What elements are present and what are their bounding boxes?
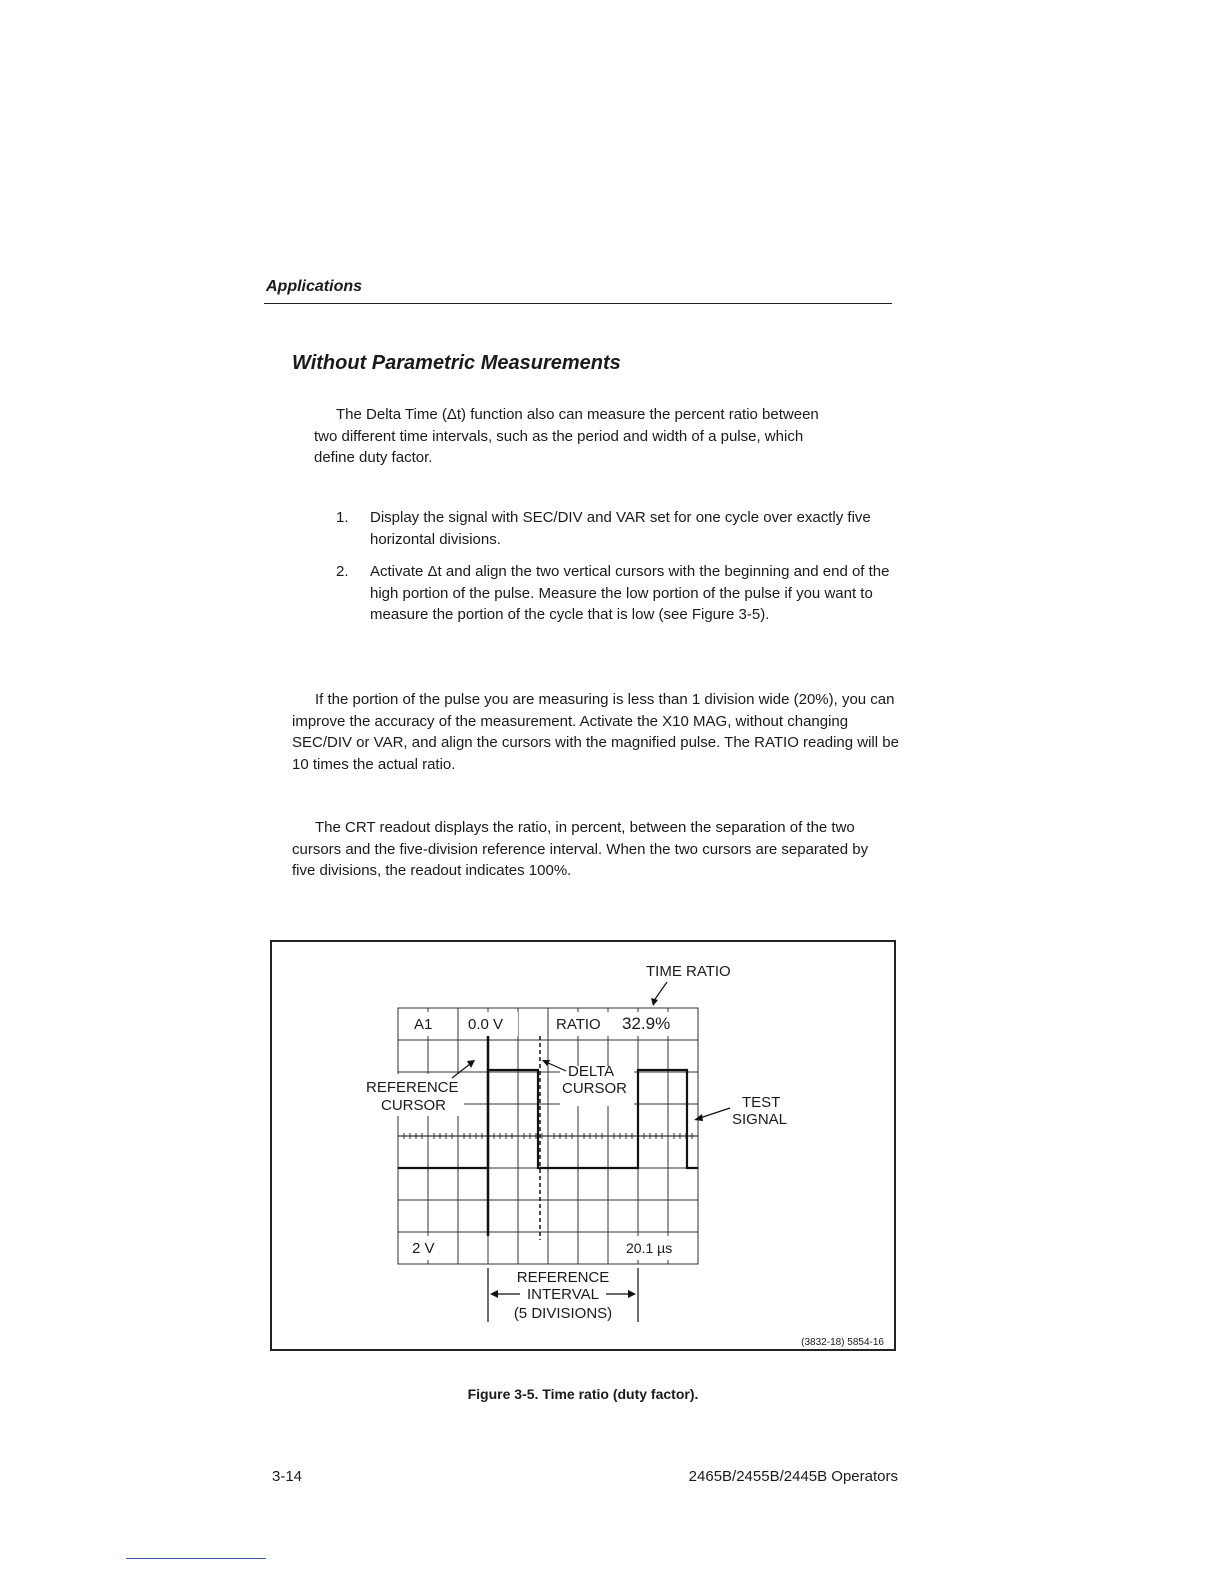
manual-title: 2465B/2455B/2445B Operators — [688, 1468, 898, 1485]
label-interval-line1: REFERENCE — [516, 1269, 610, 1286]
step-text: Display the signal with SEC/DIV and VAR set for one cycle over exactly five horizontal divisions. — [370, 509, 871, 548]
readout-volts-div: 2 V — [412, 1240, 435, 1257]
readout-channel: A1 — [414, 1016, 433, 1033]
left-arrowhead-icon — [490, 1290, 498, 1298]
section-title: Without Parametric Measurements — [292, 352, 621, 374]
oscilloscope-figure — [270, 940, 896, 1351]
arrowhead-icon — [651, 998, 658, 1006]
crt-paragraph: The CRT readout displays the ratio, in percent, between the separation of the two cursors and the five-division reference interval. When the two cursors are separated by five divisions, the readout indicates 100%. — [292, 819, 869, 879]
readout-time: 20.1 µs — [626, 1240, 673, 1256]
running-head: Applications — [266, 278, 363, 295]
step-text: Activate Δt and align the two vertical cursors with the beginning and end of the high portion of the pulse. Measure the low portion of the pulse if you want to measure the portion of the cycle that is low (see Figure 3-5). — [370, 563, 890, 623]
step-number: 2. — [336, 563, 349, 580]
page-number: 3-14 — [272, 1468, 303, 1485]
label-reference-line1: REFERENCE — [366, 1079, 459, 1096]
label-delta-line1: DELTA — [568, 1063, 615, 1080]
label-delta-line2: CURSOR — [562, 1080, 628, 1097]
intro-line-2: two different time intervals, such as the period and width of a pulse, which — [314, 427, 804, 445]
graticule — [398, 1008, 698, 1264]
label-reference-line2: CURSOR — [381, 1097, 447, 1114]
accuracy-paragraph: If the portion of the pulse you are measuring is less than 1 division wide (20%), you can improve the accuracy of the measurement. Activate the X10 MAG, without changing SEC/DIV or VAR, and align the cursors with the magnified pulse. The RATIO reading will be 10 times the actual ratio. — [292, 691, 899, 773]
figure-id: (3832-18) 5854-16 — [801, 1337, 884, 1348]
intro-line-1: The Delta Time (Δt) function also can measure the percent ratio between — [336, 406, 819, 423]
step-item — [336, 507, 906, 550]
label-interval-line3: (5 DIVISIONS) — [513, 1305, 613, 1322]
intro-paragraph — [314, 404, 894, 469]
label-test-line1: TEST — [742, 1094, 781, 1111]
footnote-rule — [126, 1558, 266, 1559]
label-interval-line2: INTERVAL — [527, 1286, 599, 1303]
readout-ratio-label: RATIO — [556, 1016, 601, 1033]
arrowhead-icon — [467, 1060, 475, 1068]
readout-ratio-value: 32.9% — [622, 1014, 671, 1033]
figure-caption: Figure 3-5. Time ratio (duty factor). — [467, 1386, 699, 1402]
test-signal-arrow — [700, 1108, 730, 1118]
right-arrowhead-icon — [628, 1290, 636, 1298]
label-test-line2: SIGNAL — [732, 1111, 788, 1128]
step-item — [336, 561, 906, 626]
time-ratio-arrow — [653, 982, 667, 1002]
step-number: 1. — [336, 509, 349, 526]
readout-level: 0.0 V — [468, 1016, 504, 1033]
label-time-ratio: TIME RATIO — [646, 963, 731, 980]
intro-line-3: define duty factor. — [314, 449, 433, 466]
header-rule — [264, 303, 892, 304]
procedure-steps — [336, 507, 906, 637]
